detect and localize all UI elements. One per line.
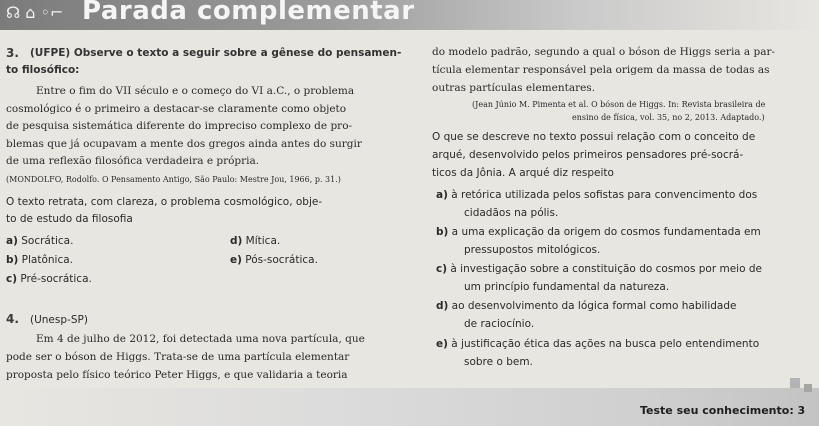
page-title: Parada complementar <box>82 0 415 26</box>
question-4-number: 4. <box>6 312 19 326</box>
question-4-prompt: O que se descreve no texto possui relação com o conceito de <box>432 131 756 143</box>
question-4-text-line: proposta pelo físico teórico Peter Higgs, e que validaria a teoria <box>6 369 348 381</box>
question-4-option-e[interactable]: e) à justificação ética das ações na busca pelo entendimento <box>436 338 760 350</box>
question-3-option-d[interactable]: d) Mítica. <box>230 235 281 247</box>
footer-label: Teste seu conhecimento: 3 <box>640 404 806 417</box>
question-3-prompt: O texto retrata, com clareza, o problema cosmológico, obje- <box>6 196 323 208</box>
question-3-text-line: de pesquisa sistemática diferente do impreciso complexo de pro- <box>6 120 353 132</box>
question-4-option-e-cont: sobre o bem. <box>464 356 533 368</box>
question-3-intro-2: to filosófico: <box>6 64 80 76</box>
question-4-option-a-cont: cidadãos na pólis. <box>464 207 559 219</box>
header-decoration: ☊ ⌂ ◦⌐ <box>6 3 64 22</box>
question-3-prompt-2: to de estudo da filosofia <box>6 213 133 225</box>
question-3-option-a[interactable]: a) Socrática. <box>6 235 74 247</box>
question-4-option-d[interactable]: d) ao desenvolvimento da lógica formal como habilidade <box>436 300 737 312</box>
question-3-text-line: Entre o fim do VII século e o começo do VI a.C., o problema <box>36 85 355 97</box>
question-3-text-line: cosmológico é o primeiro a destacar-se claramente como objeto <box>6 103 347 115</box>
question-4-option-b[interactable]: b) a uma explicação da origem do cosmos fundamentada em <box>436 226 761 238</box>
question-4-prompt-3: ticos da Jônia. A arqué diz respeito <box>432 167 614 179</box>
question-4-text-line: do modelo padrão, segundo a qual o bóson de Higgs seria a par- <box>432 46 776 58</box>
question-4-option-a[interactable]: a) à retórica utilizada pelos sofistas para convencimento dos <box>436 189 758 201</box>
question-4-source: (Unesp-SP) <box>30 314 88 326</box>
question-4-citation-2: ensino de física, vol. 35, no 2, 2013. Adaptado.) <box>572 113 765 122</box>
question-3-intro: (UFPE) Observe o texto a seguir sobre a gênese do pensamen- <box>30 47 402 59</box>
question-4-citation: (Jean Júnio M. Pimenta et al. O bóson de Higgs. In: Revista brasileira de <box>472 100 766 109</box>
question-4-option-b-cont: pressupostos mitológicos. <box>464 244 601 256</box>
question-4-option-d-cont: de raciocínio. <box>464 318 535 330</box>
question-4-text-line: pode ser o bóson de Higgs. Trata-se de uma partícula elementar <box>6 351 350 363</box>
question-3-number: 3. <box>6 46 19 60</box>
question-3-option-b[interactable]: b) Platônica. <box>6 254 74 266</box>
question-4-option-c-cont: um princípio fundamental da natureza. <box>464 281 670 293</box>
question-4-prompt-2: arqué, desenvolvido pelos primeiros pensadores pré-socrá- <box>432 149 744 161</box>
question-3-option-e[interactable]: e) Pós-socrática. <box>230 254 318 266</box>
question-4-text-line: tícula elementar responsável pela origem da massa de todas as <box>432 64 770 76</box>
footer-decoration <box>790 378 800 388</box>
question-3-source: (MONDOLFO, Rodolfo. O Pensamento Antigo, São Paulo: Mestre Jou, 1966, p. 31.) <box>6 175 341 184</box>
header-banner <box>0 0 819 30</box>
question-3-text-line: de uma reflexão filosófica verdadeira e própria. <box>6 155 260 167</box>
question-3-option-c[interactable]: c) Pré-socrática. <box>6 273 92 285</box>
question-4-text-line: outras partículas elementares. <box>432 82 596 94</box>
question-4-text-line: Em 4 de julho de 2012, foi detectada uma nova partícula, que <box>36 333 365 345</box>
footer-decoration <box>804 384 812 392</box>
question-3-text-line: blemas que já ocupavam a mente dos gregos ainda antes do surgir <box>6 138 362 150</box>
question-4-option-c[interactable]: c) à investigação sobre a constituição do cosmos por meio de <box>436 263 762 275</box>
